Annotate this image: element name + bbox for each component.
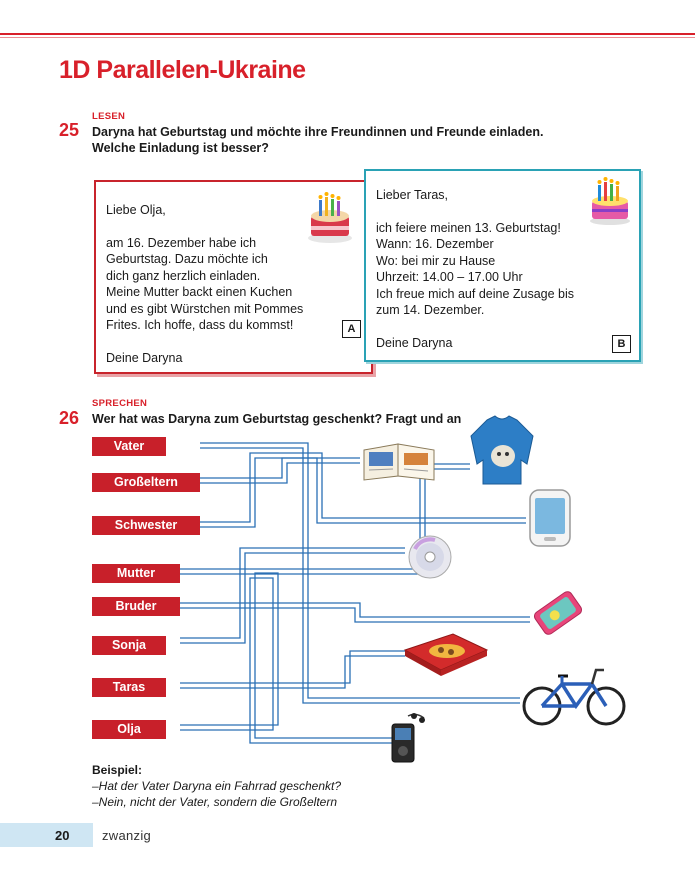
bicycle-icon [522,662,626,728]
chocolate-box-icon [401,628,491,678]
instruction-line: Welche Einladung ist besser? [92,141,269,155]
phone-icon [526,488,576,550]
card-line: Ich freue mich auf deine Zusage bis [376,286,575,301]
person-label-schwester: Schwester [92,516,200,535]
cd-icon [405,534,455,580]
card-greeting: Lieber Taras, [376,188,449,202]
footer-bar [0,823,93,847]
card-line: Wann: 16. Dezember [376,237,494,251]
card-greeting: Liebe Olja, [106,203,166,217]
card-line: Meine Mutter backt einen Kuchen [106,285,293,299]
person-label-taras: Taras [92,678,166,697]
person-label-grosseltern: Großeltern [92,473,200,492]
exercise-26-tag: SPRECHEN [92,398,148,409]
card-line: Uhrzeit: 14.00 – 17.00 Uhr [376,270,523,284]
page-number-word: zwanzig [102,828,152,843]
exercise-26-number: 26 [59,408,80,428]
example-dialog [92,762,341,810]
exercise-25-tag: LESEN [92,111,126,122]
card-closing: Deine Daryna [106,350,183,365]
card-a-label: A [342,320,361,338]
person-label-bruder: Bruder [92,597,180,616]
person-label-olja: Olja [92,720,166,739]
card-line: Wo: bei mir zu Hause [376,253,496,268]
book-icon [360,440,438,482]
sweater-icon [467,414,537,486]
instruction-line: Daryna hat Geburtstag und möchte ihre Freundinnen und Freunde einladen. [92,125,544,139]
exercise-25-number: 25 [59,120,80,140]
exercise-26-instruction: Wer hat was Daryna zum Geburtstag geschenkt? Fragt und an [92,412,462,426]
card-line: zum 14. Dezember. [376,303,485,317]
pencil-case-icon [530,588,586,638]
card-line: dich ganz herzlich einladen. [106,268,261,283]
card-line: Frites. Ich hoffe, dass du kommst! [106,318,294,332]
example-heading: Beispiel: [92,763,143,777]
person-label-vater: Vater [92,437,166,456]
card-line: Geburtstag. Dazu möchte ich [106,252,268,266]
card-line: am 16. Dezember habe ich [106,235,257,250]
page-title: 1D Parallelen-Ukraine [59,56,306,84]
card-line: ich feiere meinen 13. Geburtstag! [376,220,561,235]
card-closing: Deine Daryna [376,335,453,350]
person-label-sonja: Sonja [92,636,166,655]
person-label-mutter: Mutter [92,564,180,583]
example-line: –Nein, nicht der Vater, sondern die Großeltern [92,795,338,809]
card-b-label: B [612,335,631,353]
page-number: 20 [55,828,70,843]
card-line: und es gibt Würstchen mit Pommes [106,301,304,316]
example-line: –Hat der Vater Daryna ein Fahrrad geschenkt? [92,779,342,793]
mp3-player-icon [384,712,430,766]
